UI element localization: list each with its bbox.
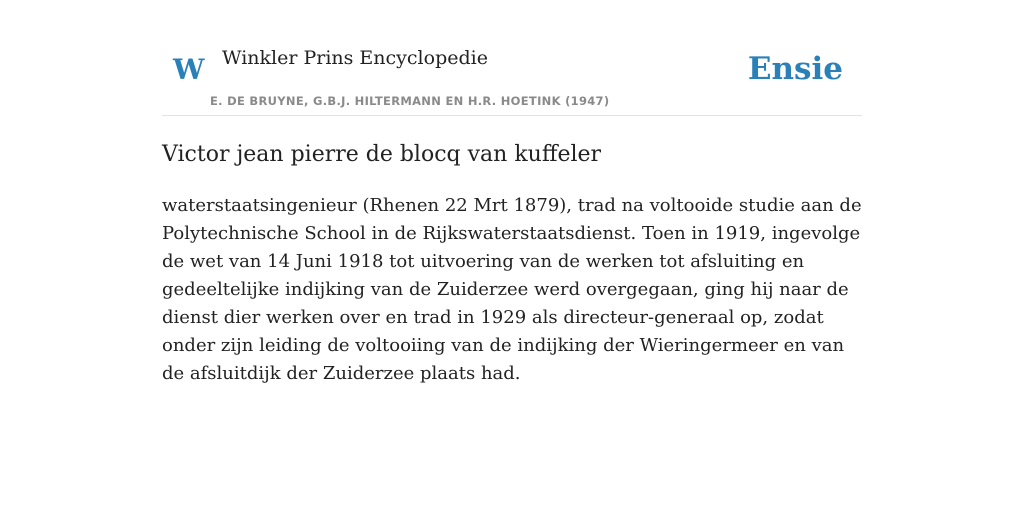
entry-body: waterstaatsingenieur (Rhenen 22 Mrt 1879), trad na voltooide studie aan de Polytechnische School in de Rijkswaterstaatsdienst. Toen in 1919, ingevolge de wet van 14 Juni 1918 tot uitvoering van de werken tot afsluiting en gedeeltelijke indijking van de Zuiderzee werd overgegaan, ging hij naar de dienst dier werken over en trad in 1929 als directeur-generaal op, zodat onder zijn leiding de voltooiing van de indijking der Wieringermeer en van de afsluitdijk der Zuiderzee plaats had.	[162, 195, 862, 384]
book-title[interactable]: Winkler Prins Encyclopedie	[222, 47, 488, 69]
book-authors: E. DE BRUYNE, G.B.J. HILTERMANN EN H.R. HOETINK (1947)	[210, 94, 610, 108]
book-header	[162, 0, 862, 116]
book-logo[interactable]: W	[173, 53, 205, 86]
brand-logo-link[interactable]: Ensie	[747, 51, 843, 87]
entry-title: Victor jean pierre de blocq van kuffeler	[162, 142, 602, 167]
